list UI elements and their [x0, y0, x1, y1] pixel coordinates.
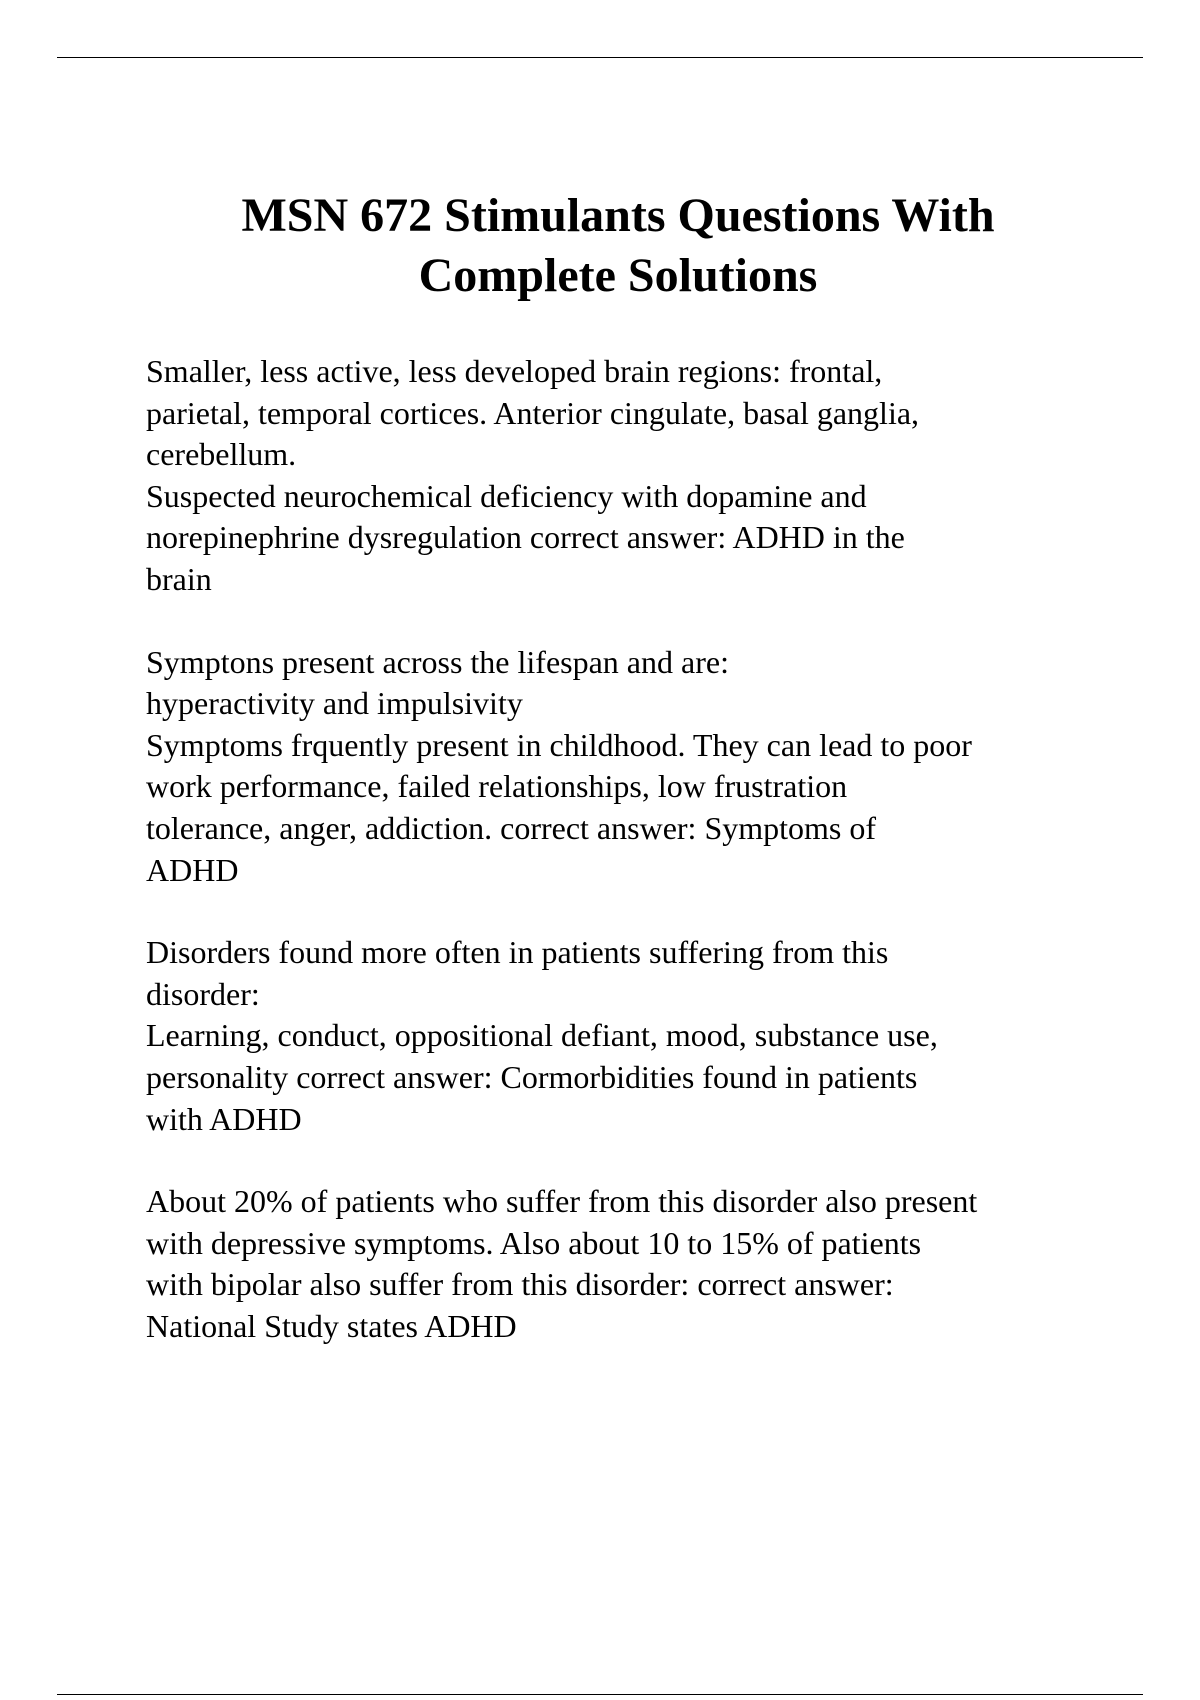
- text-line: work performance, failed relationships, low frustration: [146, 768, 848, 805]
- text-line: Symptoms frquently present in childhood. They can lead to poor: [146, 726, 972, 763]
- text-line: Disorders found more often in patients suffering from this: [146, 934, 889, 971]
- text-line: National Study states ADHD: [146, 1307, 517, 1344]
- page-title: [100, 186, 1136, 306]
- text-line: with ADHD: [146, 1100, 302, 1137]
- text-line: norepinephrine dysregulation correct answer: ADHD in the: [146, 519, 905, 556]
- text-line: Symptons present across the lifespan and are:: [146, 643, 729, 680]
- text-line: with bipolar also suffer from this disorder: correct answer:: [146, 1266, 894, 1303]
- qa-entry: [146, 932, 1146, 1140]
- qa-entry: [146, 642, 1146, 892]
- document-body: [146, 351, 1146, 1388]
- text-line: Learning, conduct, oppositional defiant, mood, substance use,: [146, 1017, 938, 1054]
- text-line: hyperactivity and impulsivity: [146, 685, 523, 722]
- text-line: ADHD: [146, 851, 239, 888]
- title-line: Complete Solutions: [418, 249, 818, 302]
- text-line: cerebellum.: [146, 436, 297, 473]
- top-rule: [57, 57, 1143, 58]
- text-line: parietal, temporal cortices. Anterior cingulate, basal ganglia,: [146, 394, 920, 431]
- text-line: Suspected neurochemical deficiency with dopamine and: [146, 477, 867, 514]
- title-line: MSN 672 Stimulants Questions With: [241, 189, 995, 242]
- text-line: personality correct answer: Cormorbidities found in patients: [146, 1058, 918, 1095]
- text-line: brain: [146, 560, 212, 597]
- text-line: tolerance, anger, addiction. correct answer: Symptoms of: [146, 809, 877, 846]
- qa-entry: [146, 1181, 1146, 1347]
- text-line: disorder:: [146, 975, 260, 1012]
- text-line: About 20% of patients who suffer from this disorder also present: [146, 1183, 978, 1220]
- bottom-rule: [57, 1694, 1143, 1695]
- text-line: Smaller, less active, less developed brain regions: frontal,: [146, 353, 883, 389]
- text-line: with depressive symptoms. Also about 10 to 15% of patients: [146, 1224, 922, 1261]
- qa-entry: [146, 351, 1146, 601]
